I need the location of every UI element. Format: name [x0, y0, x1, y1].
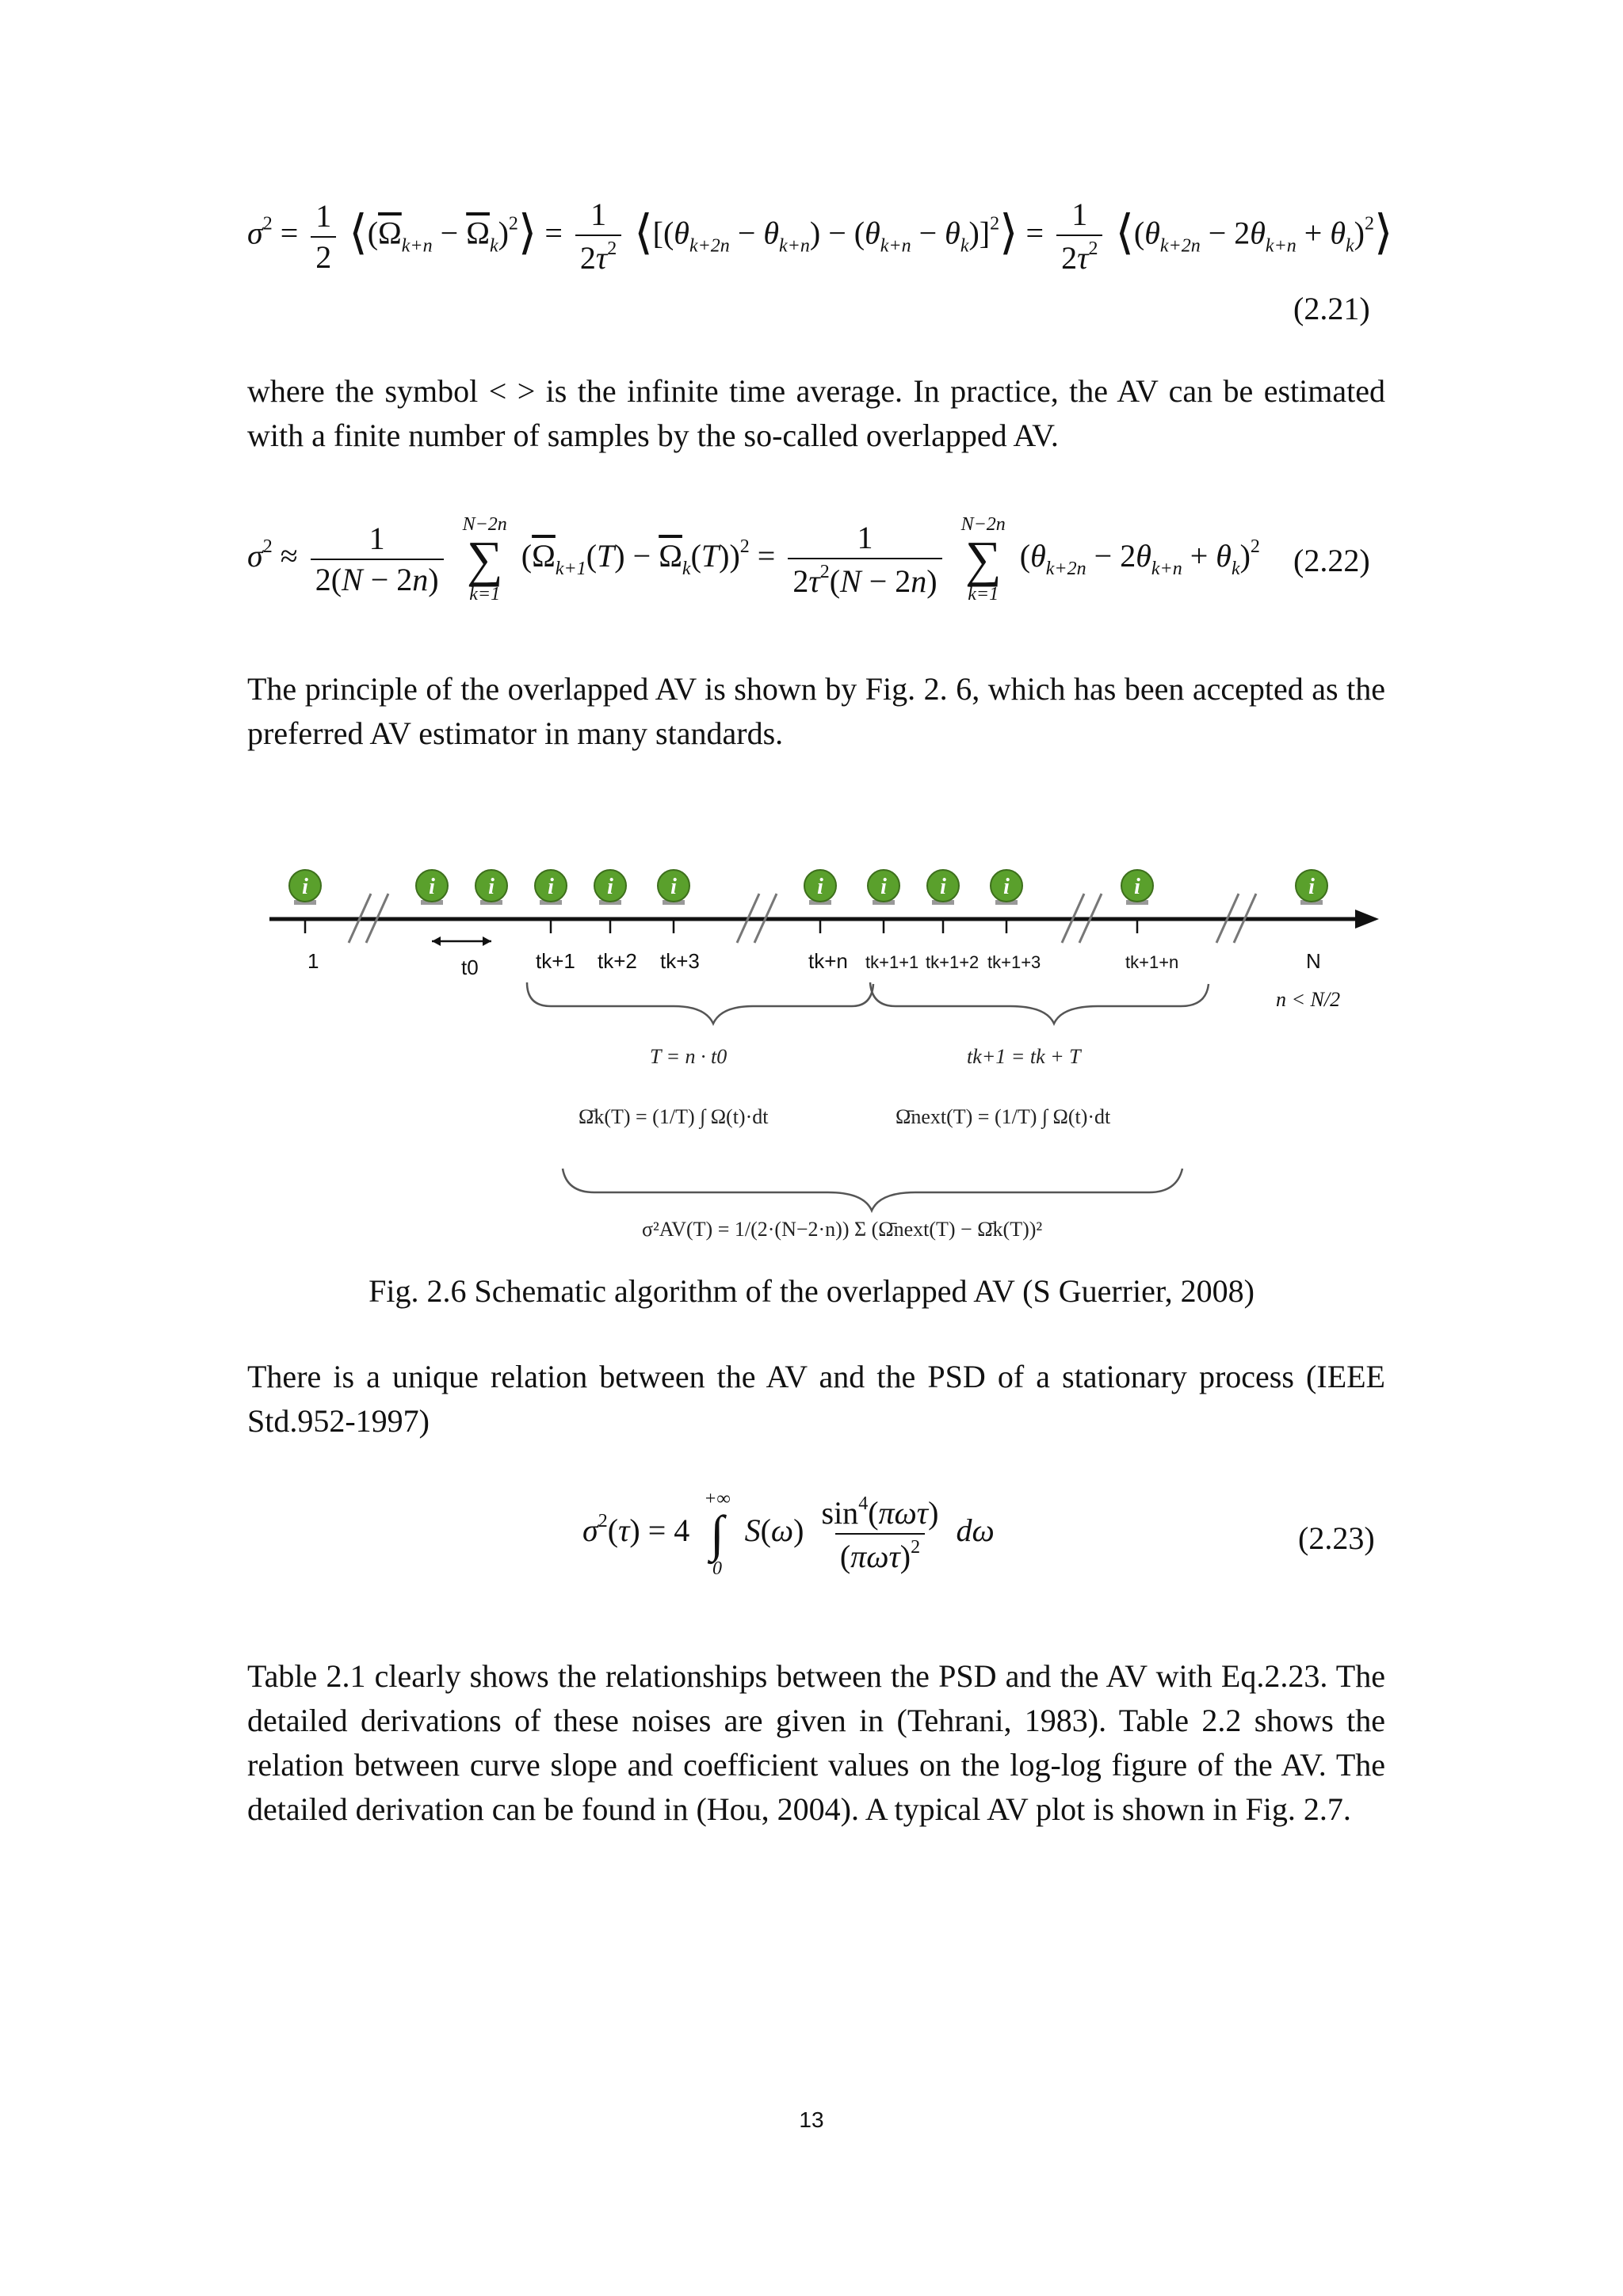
- page-number: 13: [799, 2107, 824, 2132]
- sample-marker-11: [1121, 870, 1153, 905]
- sample-marker-2: [416, 870, 448, 905]
- formula-omega-next: Ω̄next(T) = (1/T) ∫ Ω(t)·dt: [896, 1105, 1111, 1128]
- sample-marker-3: [475, 870, 507, 905]
- sample-markers: [289, 870, 1327, 905]
- equation-number-2-22: (2.22): [1293, 543, 1370, 578]
- axis-label-tk1-plus-1: tk+1+1: [865, 952, 919, 972]
- axis-label-tk1-plus-2: tk+1+2: [926, 952, 980, 972]
- axis-label-tk-plus-n: tk+n: [808, 949, 848, 973]
- axis-label-tk1-plus-3: tk+1+3: [987, 952, 1041, 972]
- paragraph-3: There is a unique relation between the AV and the PSD of a stationary process (IEEE Std.952-1997): [247, 1359, 1385, 1439]
- axis-label-tk-plus-3: tk+3: [660, 949, 700, 973]
- equation-2-21: $\sigma^2$ = $\frac{1}{2}$ $⟨(\overline{\Omega}_{k+n}$ − $\overline{\Omega}_k)^2⟩$ = $\frac{1}{2\tau^2}$ $⟨[(\theta_{k+2n} - \theta_{k+n}) - (\theta_{k+n}$ − $\theta_k)]^2⟩$ = $\frac{1}{2\tau^2}$ $⟨(\theta_{k+2n} - 2\theta_{k+n}$ + $\theta_k)^2⟩$: [247, 196, 1393, 276]
- axis-label-N: N: [1306, 949, 1321, 973]
- sample-marker-8: [868, 870, 899, 905]
- axis-label-tk1-plus-n: tk+1+n: [1125, 952, 1179, 972]
- sample-marker-7: [804, 870, 836, 905]
- info-icon: i: [670, 875, 677, 899]
- equation-number-2-23: (2.23): [1298, 1520, 1375, 1556]
- info-icon: i: [607, 875, 613, 899]
- formula-sigma-av: σ²AV(T) = 1/(2·(N−2·n)) Σ (Ω̄next(T) − Ω̄k(T))²: [642, 1218, 1043, 1241]
- sample-marker-5: [594, 870, 626, 905]
- sample-marker-10: [991, 870, 1022, 905]
- equation-2-22: $\sigma^2$ ≈ $\frac{1}{2(N - 2n)}$ N−2n ∑ k=1 $(\overline{\Omega}_{k+1}(T) - \overline{\Omega}_k(T))^2$ = $\frac{1}{2\tau^2(N - 2n)}$ N−2n ∑ k=1 $(\theta_{k+2n} - 2\theta_{k+n} + \theta_k)^2$: [247, 514, 1260, 605]
- info-icon: i: [880, 875, 887, 899]
- axis-label-tk-plus-1: tk+1: [536, 949, 575, 973]
- info-icon: i: [940, 875, 946, 899]
- axis-arrow: [1355, 910, 1379, 929]
- info-icon: i: [429, 875, 435, 899]
- axis-label-t0: t0: [461, 955, 479, 979]
- figure-caption: Fig. 2.6 Schematic algorithm of the overlapped AV (S Guerrier, 2008): [369, 1273, 1254, 1309]
- t0-arrow-left: [432, 936, 441, 946]
- constraint-label: n < N/2: [1276, 988, 1341, 1011]
- axis-label-tk-plus-2: tk+2: [598, 949, 637, 973]
- info-icon: i: [488, 875, 495, 899]
- info-icon: i: [1003, 875, 1010, 899]
- equation-number-2-21: (2.21): [1293, 291, 1370, 326]
- formula-T: T = n · t0: [650, 1045, 727, 1068]
- paragraph-1: where the symbol < > is the infinite time average. In practice, the AV can be estimated with a finite number of samples by the so-called overlapped AV.: [247, 373, 1385, 453]
- brace-first-window: [527, 982, 873, 1024]
- formula-omega-k: Ω̄k(T) = (1/T) ∫ Ω(t)·dt: [579, 1105, 769, 1128]
- brace-second-window: [870, 982, 1209, 1024]
- info-icon: i: [1134, 875, 1140, 899]
- sample-marker-12: [1296, 870, 1327, 905]
- equation-2-23: $\sigma^2(\tau) = 4$ +∞ ∫ 0 S(ω) $\frac{\sin^4(\pi\omega\tau)}{(\pi\omega\tau)^2}$ dω: [582, 1489, 995, 1579]
- axis-ticks: [305, 919, 1137, 933]
- info-icon: i: [302, 875, 308, 899]
- info-icon: i: [817, 875, 823, 899]
- sample-marker-9: [927, 870, 959, 905]
- sample-marker-4: [535, 870, 567, 905]
- info-icon: i: [548, 875, 554, 899]
- paragraph-2: The principle of the overlapped AV is shown by Fig. 2. 6, which has been accepted as the preferred AV estimator in many standards.: [247, 671, 1385, 751]
- brace-combine: [563, 1169, 1182, 1211]
- paragraph-4: Table 2.1 clearly shows the relationships between the PSD and the AV with Eq.2.23. The detailed derivations of these noises are given in (Tehrani, 1983). Table 2.2 shows the relation between curve slope and coefficient values on the log-log figure of the AV. The detailed derivation can be found in (Hou, 2004). A typical AV plot is shown in Fig. 2.7.: [247, 1658, 1385, 1827]
- overlapped-av-figure: [262, 856, 1387, 1260]
- t0-arrow-right: [483, 936, 491, 946]
- sample-marker-6: [658, 870, 689, 905]
- formula-tk1: tk+1 = tk + T: [967, 1045, 1081, 1068]
- axis-label-1: 1: [307, 949, 319, 973]
- sample-marker-1: [289, 870, 321, 905]
- info-icon: i: [1308, 875, 1315, 899]
